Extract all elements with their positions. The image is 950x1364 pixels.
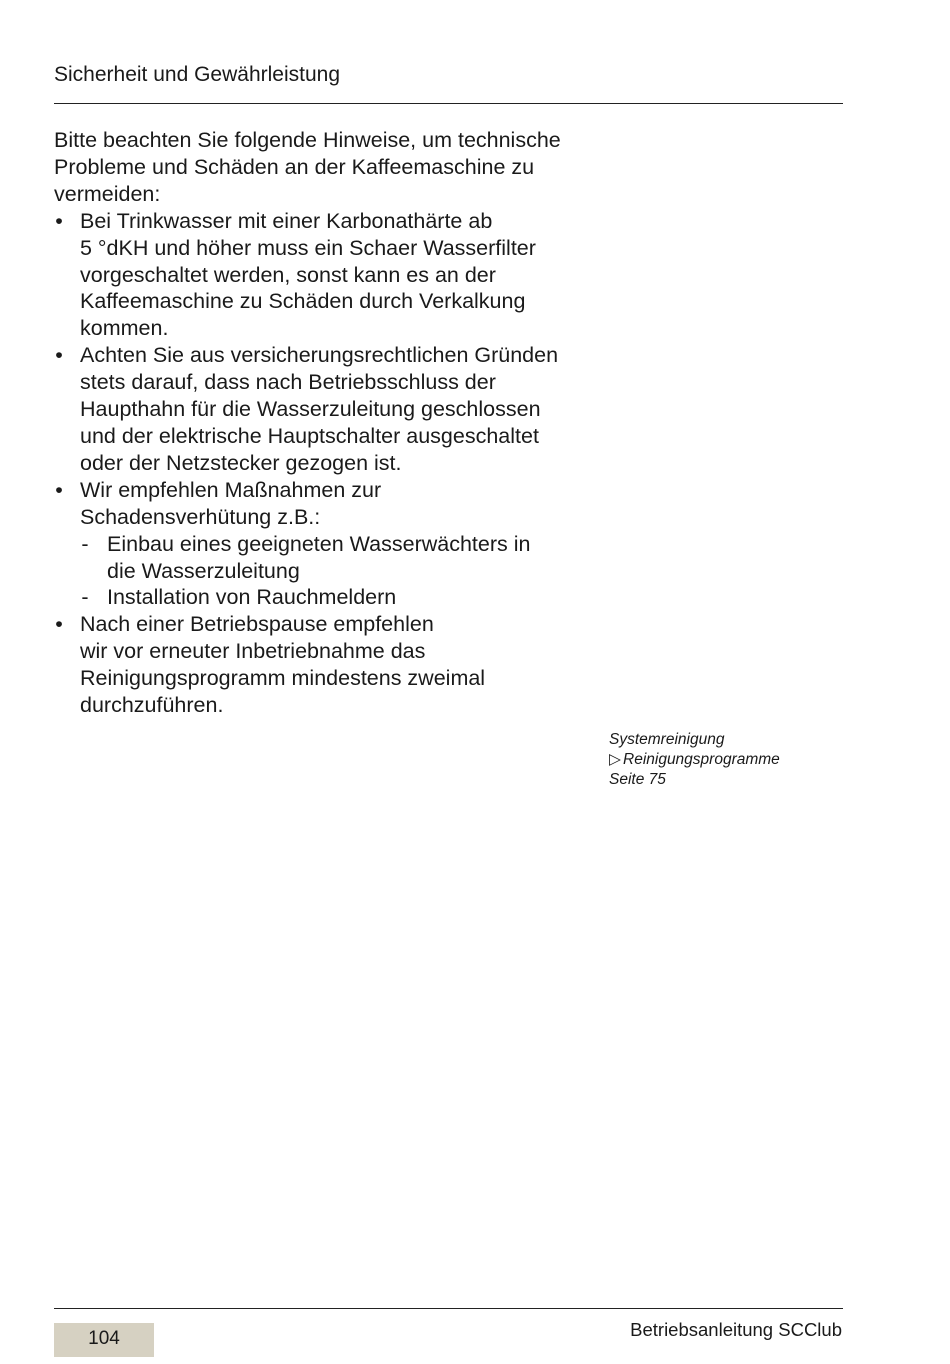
- bullet-text-line: Nach einer Betriebspause empfehlen: [80, 612, 434, 637]
- dash-text-line: die Wasserzuleitung: [107, 558, 300, 583]
- bullet-list: [54, 208, 594, 719]
- arrow-right-icon: ▷: [609, 751, 621, 768]
- bullet-text-line: wir vor erneuter Inbetriebnahme das: [80, 639, 426, 664]
- side-note-link-label: Reinigungsprogramme: [623, 751, 780, 768]
- dash-icon: -: [81, 531, 89, 556]
- bullet-text-line: Schadensverhütung z.B.:: [80, 504, 321, 529]
- dash-item-smoke-detectors: [80, 584, 594, 611]
- bullet-text-line: Haupthahn für die Wasserzuleitung geschlossen: [80, 397, 541, 422]
- section-title: Sicherheit und Gewährleistung: [54, 63, 341, 86]
- side-note-page-ref: Seite 75: [609, 771, 666, 788]
- dash-sublist: [80, 531, 594, 612]
- bullet-text-line: durchzuführen.: [80, 693, 224, 718]
- dash-text-line: Einbau eines geeigneten Wasserwächters in: [107, 531, 531, 556]
- document-title: Betriebsanleitung SCClub: [630, 1319, 842, 1340]
- intro-line: Probleme und Schäden an der Kaffeemaschine zu: [54, 154, 535, 179]
- bullet-text-line: stets darauf, dass nach Betriebsschluss der: [80, 370, 496, 395]
- bullet-item-cleaning: [54, 611, 594, 719]
- dash-icon: -: [81, 585, 89, 610]
- bullet-text-line: Bei Trinkwasser mit einer Karbonathärte ab: [80, 208, 493, 233]
- side-note-reference: [609, 730, 839, 790]
- bullet-text-line: 5 °dKH und höher muss ein Schaer Wasserfilter: [80, 235, 536, 260]
- bullet-icon: •: [55, 208, 63, 233]
- side-note-link[interactable]: [609, 750, 839, 770]
- page-footer: [54, 1308, 843, 1349]
- bullet-text-line: kommen.: [80, 316, 169, 341]
- page-header: [54, 60, 843, 104]
- page-number: 104: [54, 1323, 154, 1357]
- bullet-text-line: Reinigungsprogramm mindestens zweimal: [80, 666, 486, 691]
- bullet-text-line: vorgeschaltet werden, sonst kann es an der: [80, 262, 496, 287]
- bullet-text-line: Achten Sie aus versicherungsrechtlichen Gründen: [80, 343, 559, 368]
- dash-text-line: Installation von Rauchmeldern: [107, 585, 397, 610]
- bullet-item-insurance: [54, 342, 594, 477]
- bullet-text-line: Kaffeemaschine zu Schäden durch Verkalkung: [80, 289, 526, 314]
- bullet-text-line: oder der Netzstecker gezogen ist.: [80, 450, 402, 475]
- intro-paragraph: [54, 127, 594, 208]
- bullet-icon: •: [55, 477, 63, 502]
- bullet-text-line: und der elektrische Hauptschalter ausgeschaltet: [80, 423, 539, 448]
- bullet-icon: •: [55, 343, 63, 368]
- bullet-item-water-hardness: [54, 208, 594, 343]
- side-note-heading: Systemreinigung: [609, 731, 725, 748]
- main-content: [54, 127, 594, 719]
- bullet-item-damage-prevention: [54, 477, 594, 612]
- intro-line: vermeiden:: [54, 181, 161, 206]
- bullet-icon: •: [55, 612, 63, 637]
- dash-item-water-guard: [80, 531, 594, 585]
- bullet-text-line: Wir empfehlen Maßnahmen zur: [80, 477, 382, 502]
- intro-line: Bitte beachten Sie folgende Hinweise, um technische: [54, 128, 561, 152]
